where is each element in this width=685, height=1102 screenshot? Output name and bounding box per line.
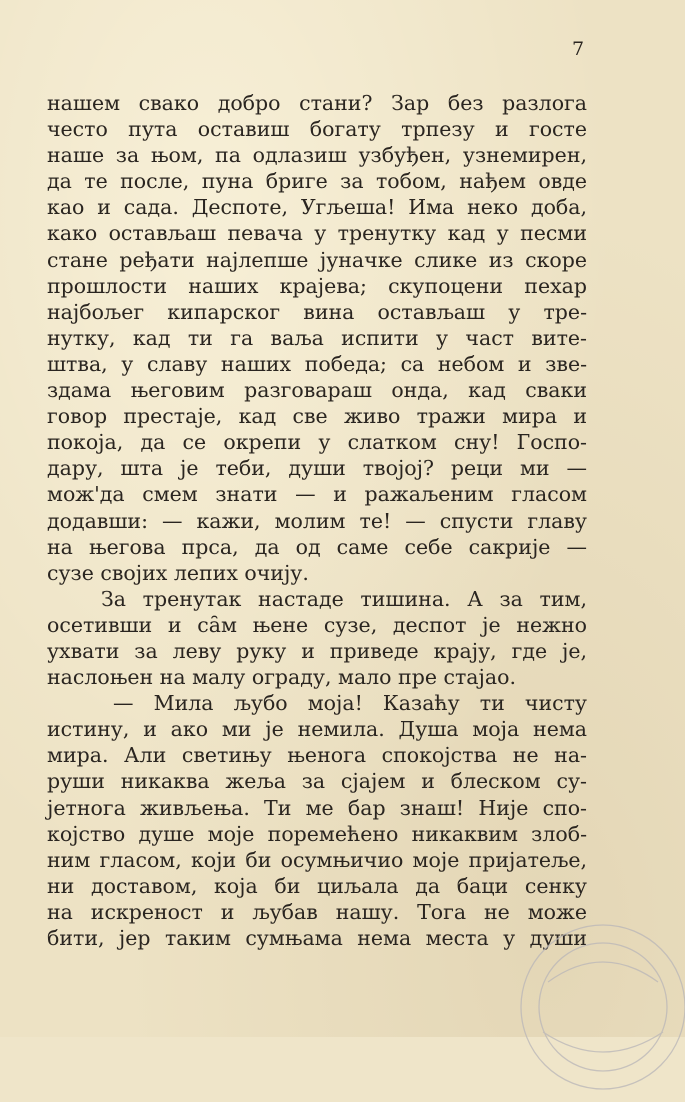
text-line: ухвати за леву руку и приведе крају, где је, bbox=[47, 638, 587, 663]
library-stamp-icon bbox=[508, 912, 685, 1102]
text-line: мож'да смем знати — и ражаљеним гласом bbox=[47, 482, 587, 507]
text-line: сузе својих лепих очију. bbox=[47, 560, 309, 585]
text-line: којство душе моје поремећено никаквим злоб- bbox=[47, 821, 587, 846]
page-body-text bbox=[47, 90, 587, 951]
text-line: бити, јер таким сумњама нема места у души bbox=[47, 926, 587, 950]
text-line: руши никаква жеља за сјајем и блеском су- bbox=[47, 769, 587, 794]
text-line: на његова прса, да од саме себе сакрије — bbox=[47, 534, 587, 559]
text-line: најбољег кипарског вина остављаш у тре- bbox=[47, 299, 587, 324]
text-line: — Мила љубо моја! Казаћу ти чисту bbox=[113, 691, 587, 716]
text-line: ни доставом, која би циљала да баци сенку bbox=[47, 873, 587, 898]
text-line: често пута оставиш богату трпезу и госте bbox=[47, 117, 587, 142]
text-line: покоја, да се окрепи у слатком сну! Госпо- bbox=[47, 430, 587, 455]
text-line: мира. Али светињу њенога спокојства не на- bbox=[47, 743, 587, 768]
text-line: говор престаје, кад све живо тражи мира и bbox=[47, 404, 587, 429]
text-line: како остављаш певача у тренутку кад у песми bbox=[47, 221, 587, 246]
text-line: на искреност и љубав нашу. Тога не може bbox=[47, 899, 587, 924]
text-line: наше за њом, па одлазиш узбуђен, узнемирен, bbox=[47, 143, 587, 168]
text-line: стане ређати најлепше јуначке слике из скоре bbox=[47, 247, 587, 272]
text-line: здама његовим разговараш онда, кад сваки bbox=[47, 378, 587, 403]
text-line: јетнога живљења. Ти ме бар знаш! Није спо- bbox=[47, 795, 587, 820]
text-line: ним гласом, који би осумњичио моје пријатеље, bbox=[47, 847, 587, 872]
page-number: 7 bbox=[571, 38, 585, 60]
text-line: истину, и ако ми је немила. Душа моја нема bbox=[47, 717, 587, 742]
text-line: додавши: — кажи, молим те! — спусти главу bbox=[47, 508, 587, 533]
text-line: штва, у славу наших победа; са небом и зве- bbox=[47, 351, 587, 376]
text-line: наслоњен на малу ограду, мало пре стајао. bbox=[47, 665, 516, 690]
text-line: нашем свако добро стани? Зар без разлога bbox=[47, 91, 587, 115]
text-line: да те после, пуна бриге за тобом, нађем овде bbox=[47, 169, 587, 194]
text-line: као и сада. Деспоте, Угљеша! Има неко доба, bbox=[47, 195, 587, 220]
text-line: дару, шта је теби, души твојој? реци ми — bbox=[47, 456, 587, 481]
text-line: осетивши и са̑м њене сузе, деспот је нежно bbox=[47, 612, 587, 637]
text-line: нутку, кад ти га ваља испити у част вите- bbox=[47, 325, 587, 350]
text-line: прошлости наших крајева; скупоцени пехар bbox=[47, 273, 587, 298]
text-line: За тренутак настаде тишина. А за тим, bbox=[101, 586, 587, 611]
